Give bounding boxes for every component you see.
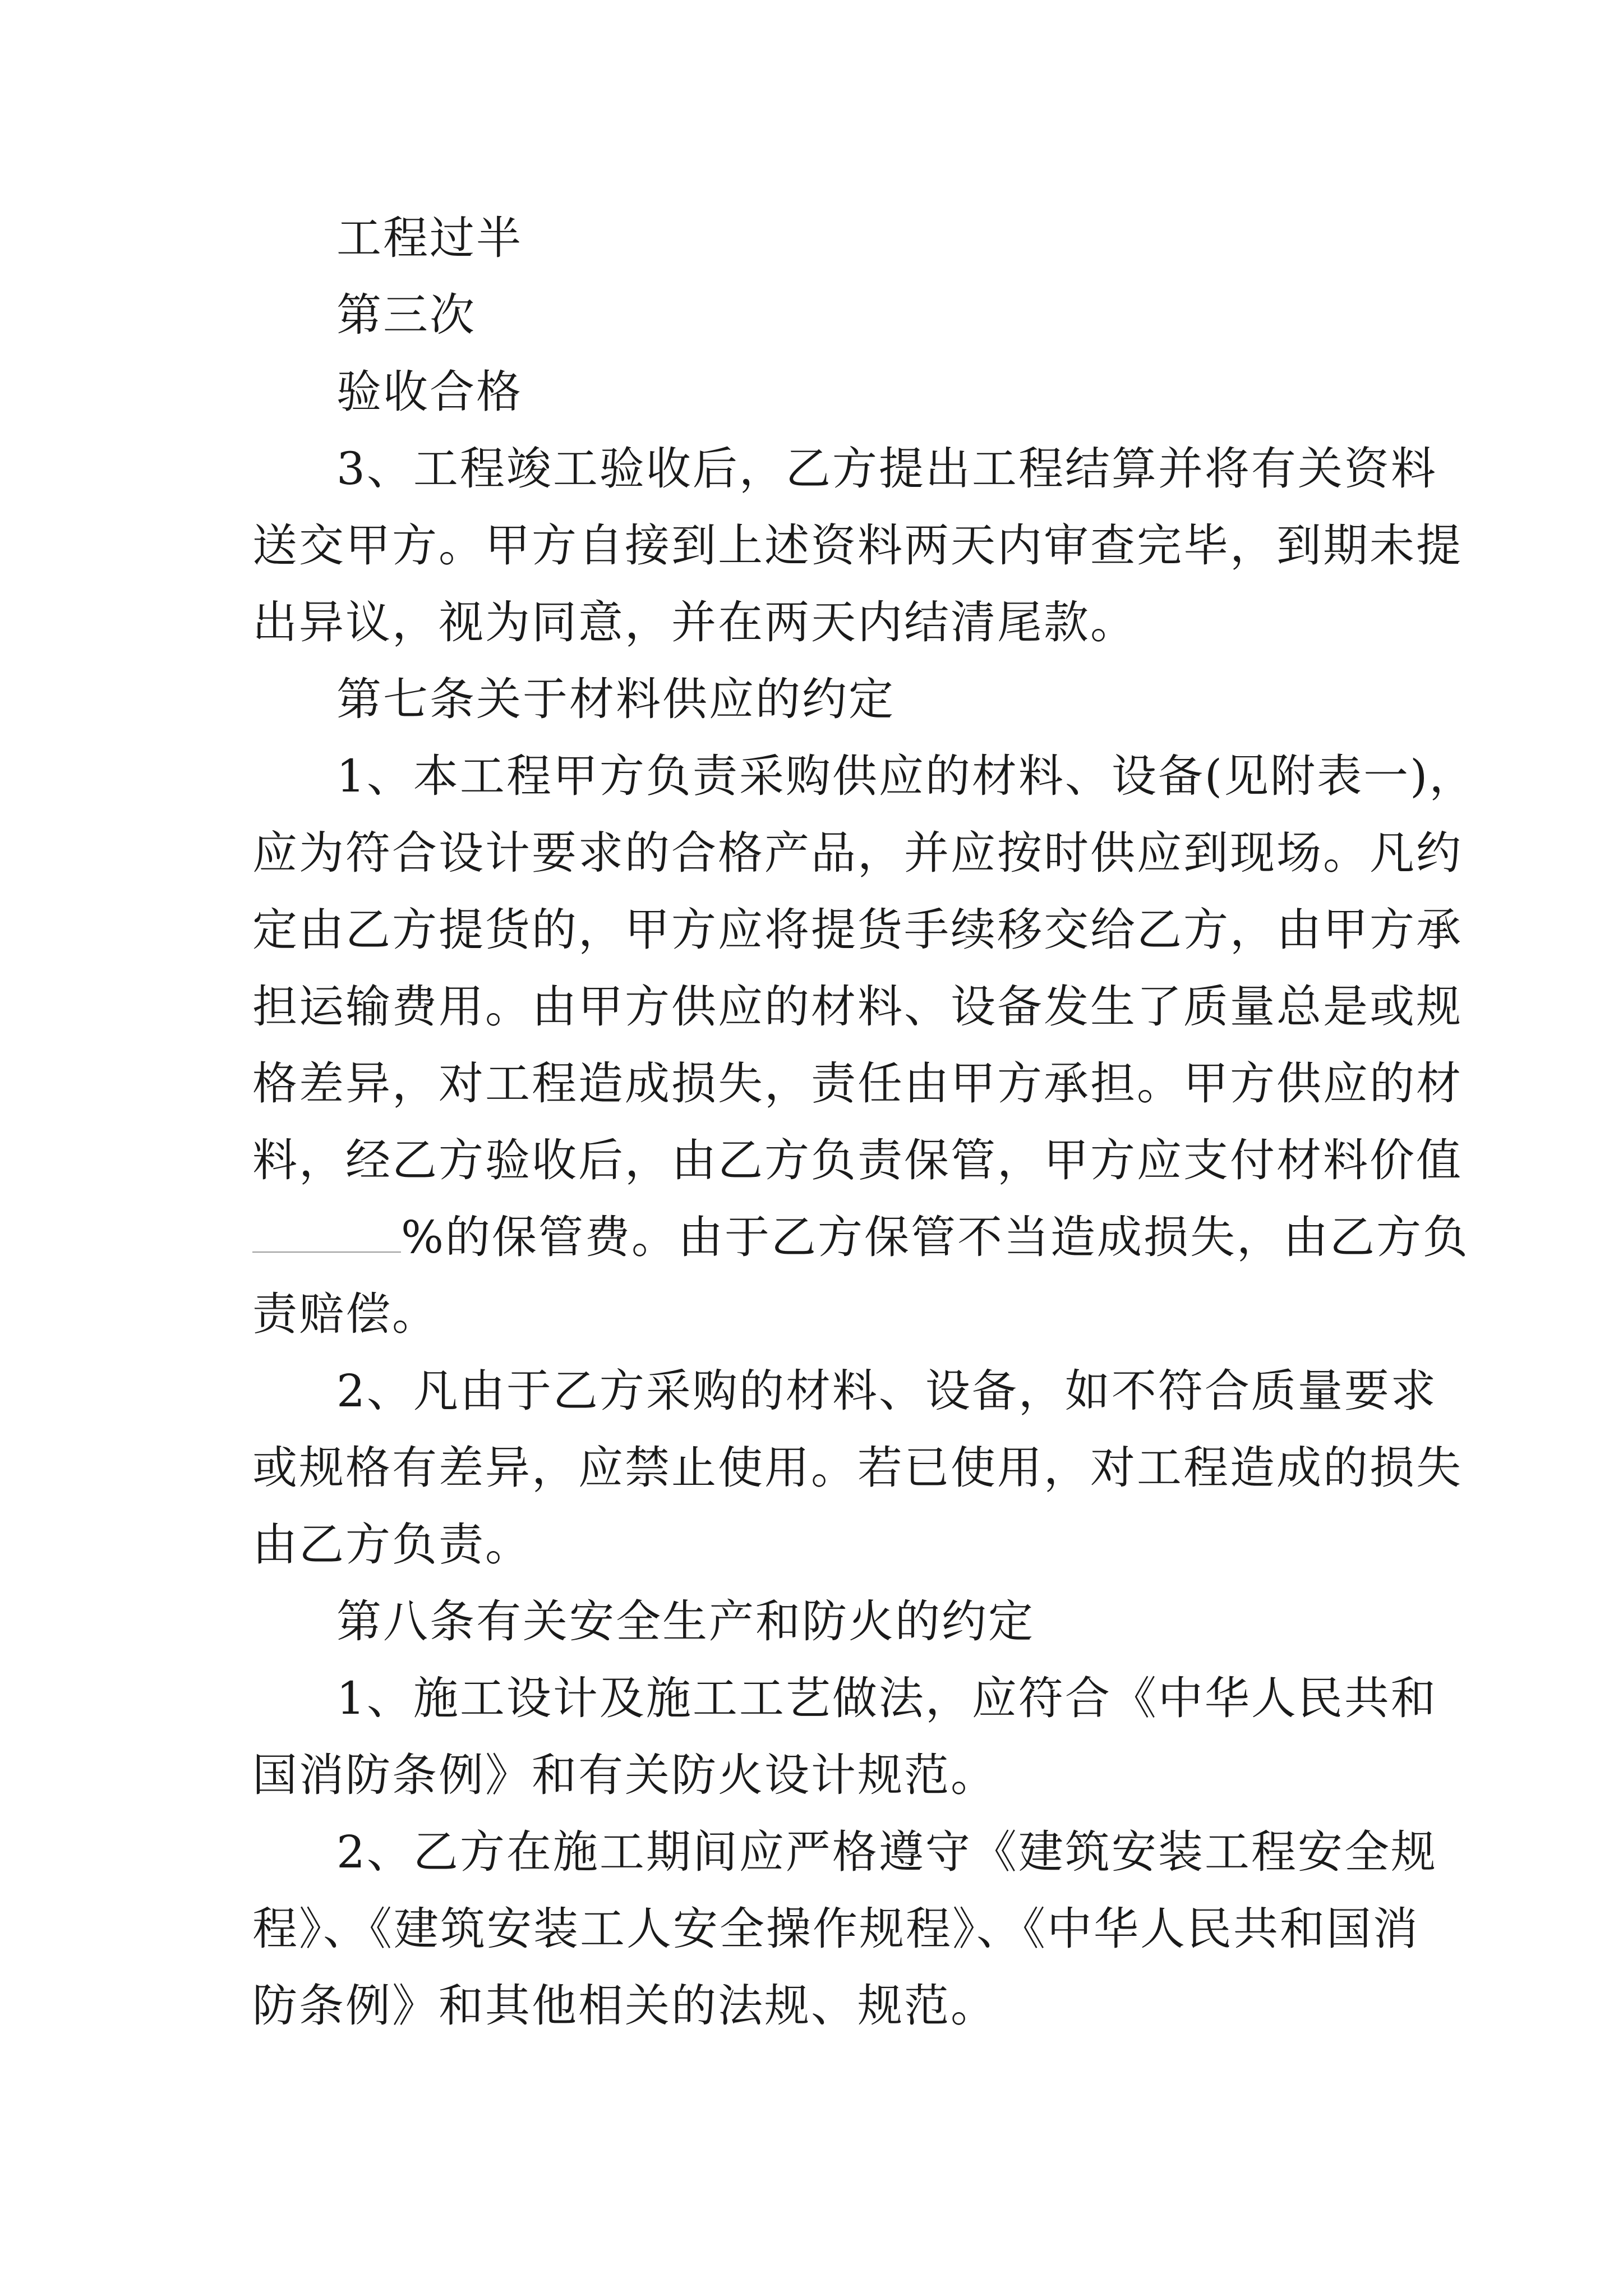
paragraph-line: 格差异，对工程造成损失，责任由甲方承担。甲方供应的材 — [252, 1057, 1463, 1110]
paragraph-line: 3、工程竣工验收后，乙方提出工程结算并将有关资料 — [336, 443, 1437, 495]
paragraph-line: 责赔偿。 — [252, 1288, 439, 1340]
section-heading-article-7: 第七条关于材料供应的约定 — [336, 673, 895, 725]
section-heading-article-8: 第八条有关安全生产和防火的约定 — [336, 1595, 1035, 1648]
paragraph-line: 1、本工程甲方负责采购供应的材料、设备(见附表一)， — [336, 750, 1476, 802]
paragraph-line: 料，经乙方验收后，由乙方负责保管，甲方应支付材料价值 — [252, 1134, 1463, 1186]
paragraph-line: 国消防条例》和有关防火设计规范。 — [252, 1749, 997, 1801]
paragraph-line: 应为符合设计要求的合格产品，并应按时供应到现场。凡约 — [252, 827, 1463, 879]
paragraph-line: 防条例》和其他相关的法规、规范。 — [252, 1980, 997, 2032]
paragraph-line-text: %的保管费。由于乙方保管不当造成损失，由乙方负 — [401, 1211, 1470, 1263]
paragraph-line: 定由乙方提货的，甲方应将提货手续移交给乙方，由甲方承 — [252, 904, 1463, 956]
text-line-acceptance: 验收合格 — [336, 366, 523, 418]
fill-in-blank — [252, 1212, 401, 1253]
paragraph-line: 或规格有差异，应禁止使用。若已使用，对工程造成的损失 — [252, 1442, 1463, 1494]
text-line-third-payment: 第三次 — [336, 289, 476, 341]
paragraph-line: 程》、《建筑安装工人安全操作规程》、《中华人民共和国消 — [252, 1903, 1419, 1955]
paragraph-line: 担运输费用。由甲方供应的材料、设备发生了质量总是或规 — [252, 981, 1463, 1033]
paragraph-line: 1、施工设计及施工工艺做法，应符合《中华人民共和 — [336, 1672, 1437, 1724]
paragraph-line: 出异议，视为同意，并在两天内结清尾款。 — [252, 596, 1137, 648]
text-line-stage-halfway: 工程过半 — [336, 212, 523, 264]
paragraph-line: 2、乙方在施工期间应严格遵守《建筑安装工程安全规 — [336, 1826, 1437, 1878]
paragraph-line-with-blank — [252, 1209, 1469, 1266]
paragraph-line: 2、凡由于乙方采购的材料、设备，如不符合质量要求 — [336, 1365, 1437, 1417]
paragraph-line: 送交甲方。甲方自接到上述资料两天内审查完毕，到期未提 — [252, 519, 1463, 572]
paragraph-line: 由乙方负责。 — [252, 1519, 532, 1571]
